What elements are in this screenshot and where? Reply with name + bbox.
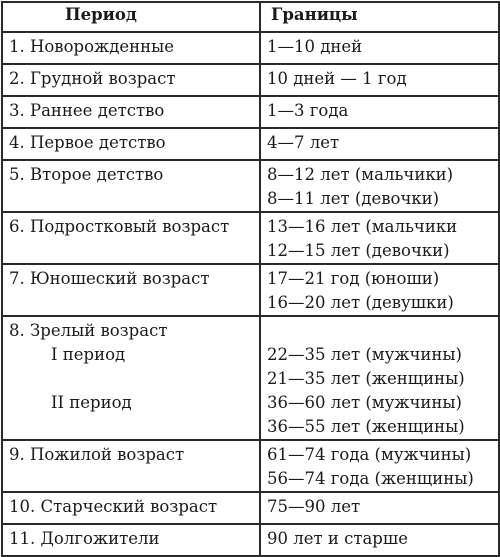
bounds-line: 13—16 лет (мальчики [267,217,458,236]
age-periods-table [1,1,500,557]
table-row [2,264,499,316]
table-row [2,524,499,556]
bounds-line: 4—7 лет [267,133,340,152]
table-header-row [2,2,499,32]
bounds-header: Границы [260,2,499,32]
period-cell: 5. Второе детство [2,160,260,212]
period-cell: 3. Раннее детство [2,96,260,128]
bounds-line: 10 дней — 1 год [267,69,407,88]
period-cell: 10. Старческий возраст [2,492,260,524]
period-cell: 1. Новорожденные [2,32,260,64]
period-cell: 9. Пожилой возраст [2,440,260,492]
table-row [2,96,499,128]
table-row [2,440,499,492]
period-cell [2,316,260,440]
period-title: 8. Зрелый возраст [9,321,168,340]
period-cell: 6. Подростковый возраст [2,212,260,264]
bounds-cell [260,160,499,212]
table-row [2,492,499,524]
bounds-cell [260,316,499,440]
bounds-cell [260,440,499,492]
bounds-line: 1—10 дней [267,37,363,56]
bounds-line: 36—55 лет (женщины) [267,417,465,436]
bounds-line: 17—21 год (юноши) [267,269,440,288]
bounds-line: 8—11 лет (девочки) [267,189,440,208]
bounds-line: 56—74 года (женщины) [267,469,474,488]
period-cell: 4. Первое детство [2,128,260,160]
bounds-line: 8—12 лет (мальчики) [267,165,454,184]
bounds-cell [260,264,499,316]
bounds-cell [260,524,499,556]
bounds-cell [260,96,499,128]
bounds-line: 12—15 лет (девочки) [267,241,450,260]
bounds-line: 90 лет и старше [267,529,408,548]
bounds-line: 22—35 лет (мужчины) [267,345,462,364]
period-cell: 2. Грудной возраст [2,64,260,96]
bounds-cell [260,128,499,160]
table-row [2,160,499,212]
bounds-line: 61—74 года (мужчины) [267,445,472,464]
period-cell: 11. Долгожители [2,524,260,556]
period-header: Период [2,2,260,32]
period-cell: 7. Юношеский возраст [2,264,260,316]
bounds-line: 1—3 года [267,101,349,120]
table-row [2,128,499,160]
bounds-cell [260,64,499,96]
bounds-cell [260,32,499,64]
table-row [2,316,499,440]
bounds-cell [260,212,499,264]
bounds-line: 21—35 лет (женщины) [267,369,465,388]
bounds-line: 16—20 лет (девушки) [267,293,454,312]
table-row [2,32,499,64]
table-row [2,212,499,264]
bounds-cell [260,492,499,524]
subperiod-label: I период [51,345,126,364]
bounds-line: 36—60 лет (мужчины) [267,393,462,412]
subperiod-label: II период [51,393,132,412]
bounds-line: 75—90 лет [267,497,361,516]
table-row [2,64,499,96]
